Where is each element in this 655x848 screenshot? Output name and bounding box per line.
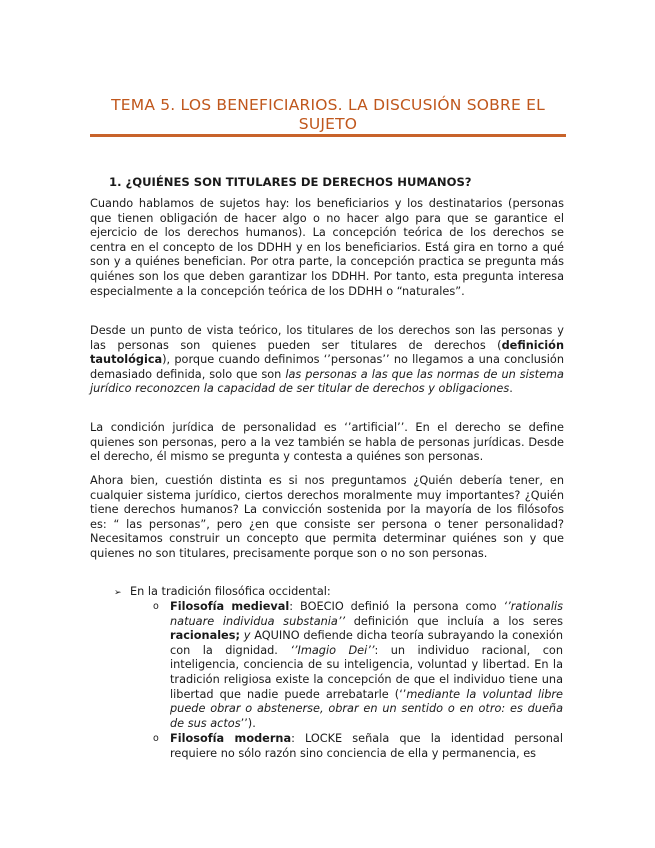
bullet-text: En la tradición filosófica occidental: <box>130 585 331 598</box>
paragraph-4: Ahora bien, cuestión distinta es si nos preguntamos ¿Quién debería tener, en cualquier sistema jurídico, ciertos derechos moralmente muy importantes? ¿Quién tiene derechos humanos? La convicción sostenida por la mayoría de los filósofos es: “ las personas”, pero ¿en que consiste ser persona o tener personalidad? Necesitamos construir un concepto que permita determinar quiénes son y que quienes no son titulares, precisamente porque son o no son personas. <box>90 474 564 560</box>
sub1-text-e: : un individuo racional, con inteligencia, conciencia de su inteligencia, voluntad y libertad. En la tradición religiosa existe la concepción de que el individuo tiene una libertad que nadie puede arrebatarle (‘’ <box>170 643 563 701</box>
sub-item-medieval-text <box>170 600 563 731</box>
sub2-text: : LOCKE señala que la identidad personal requiere no sólo razón sino conciencia de ella y permanencia, es <box>170 732 563 760</box>
paragraph-3: La condición jurídica de personalidad es ‘’artificial’’. En el derecho se define quienes son personas, pero a la vez también se habla de personas jurídicas. Desde el derecho, él mismo se pregunta y contesta a quiénes son personas. <box>90 421 564 464</box>
sub1-text-d: AQUINO defiende dicha teoría subrayando la conexión con la dignidad. <box>170 629 564 657</box>
arrow-bullet-icon: ➢ <box>114 588 122 598</box>
sub-item-moderna-text <box>170 732 563 761</box>
sub1-quote-2: ‘’Imagio Dei’’ <box>290 643 375 657</box>
sub1-text-f: ’’). <box>240 716 256 730</box>
paragraph-2-bold: definición tautológica <box>90 338 564 367</box>
paragraph-2-text-a: Desde un punto de vista teórico, los titulares de los derechos son las personas y las personas son quienes pueden ser titulares de derechos ( <box>90 324 564 352</box>
circle-bullet-icon: o <box>153 601 159 612</box>
section-heading: 1. ¿QUIÉNES SON TITULARES DE DERECHOS HUMANOS? <box>109 175 472 189</box>
sub1-quote-1: ‘’rationalis natuare individua substania’’ <box>170 600 563 628</box>
sub-item-label: Filosofía moderna <box>170 732 292 745</box>
sub1-bold-2: racionales; <box>170 629 240 643</box>
bullet-item <box>114 585 331 601</box>
sub-item-moderna <box>153 732 563 761</box>
sub1-quote-3: mediante la voluntad libre puede obrar o abstenerse, obrar en un sentido o en otro: es dueña de sus actos <box>170 687 564 730</box>
paragraph-1: Cuando hablamos de sujetos hay: los beneficiarios y los destinatarios (personas que tienen obligación de hacer algo o no hacer algo para que se garantice el ejercicio de los derechos humanos). La concepción teórica de los derechos se centra en el concepto de los DDHH y en los beneficiarios. Está gira en torno a qué son y a quiénes benefician. Por otra parte, la concepción practica se pregunta más quiénes son los que deben garantizar los DDHH. Por tanto, esta pregunta interesa especialmente a la concepción teórica de los DDHH o “naturales”. <box>90 197 564 298</box>
page-title: TEMA 5. LOS BENEFICIARIOS. LA DISCUSIÓN SOBRE EL SUJETO <box>111 96 545 133</box>
sub1-text-a: : BOECIO definió la persona como <box>289 600 504 613</box>
paragraph-2-text-c: ), porque cuando definimos ‘’personas’’ no llegamos a una conclusión demasiado definida, solo que son <box>90 353 564 381</box>
sub1-text-b: definición que incluía a los seres <box>345 614 563 628</box>
sub1-italic-2: y <box>243 629 251 643</box>
title-underline <box>90 134 566 137</box>
paragraph-2-italic: las personas a las que las normas de un sistema jurídico reconozcen la capacidad de ser titular de derechos y obligaciones <box>90 367 564 396</box>
sub-item-medieval <box>153 600 563 731</box>
paragraph-2-text-e: . <box>509 382 513 396</box>
paragraph-2 <box>90 324 564 397</box>
sub-item-label: Filosofía medieval <box>170 600 290 613</box>
circle-bullet-icon: o <box>153 733 159 744</box>
